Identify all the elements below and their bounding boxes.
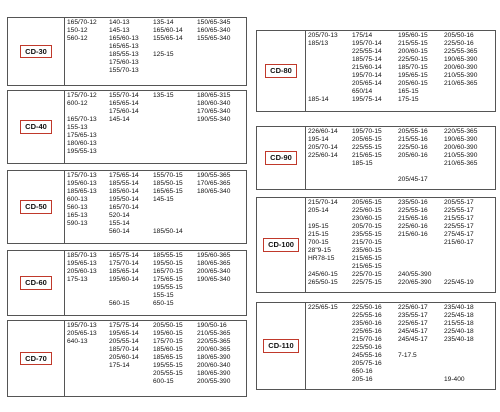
size-cell: 225/50-16 [444, 40, 474, 47]
size-cell: 190/65-390 [444, 56, 478, 63]
size-cell: 205/60-14 [109, 354, 139, 361]
size-cell: 165-13 [67, 212, 88, 219]
section-values [306, 31, 495, 111]
size-cell: 195/60-15 [398, 32, 428, 39]
size-cell: 225/60-15 [352, 207, 382, 214]
size-cell: 205/70-13 [308, 32, 338, 39]
size-cell: 225/55-14 [352, 48, 382, 55]
section-label: CD-110 [263, 339, 298, 353]
size-cell: 195/60-365 [197, 252, 231, 259]
section-values [306, 198, 495, 292]
size-cell: 215/55-18 [444, 320, 474, 327]
size-cell: 28"9-15 [308, 247, 331, 254]
size-cell: 145-13 [109, 27, 130, 34]
size-cell: 200/60-365 [197, 346, 231, 353]
size-cell: 19-400 [444, 376, 465, 383]
size-cell: 150/65-345 [197, 19, 231, 26]
size-cell: 170/65-365 [197, 180, 231, 187]
size-cell: 215/65-15 [352, 152, 382, 159]
size-cell: 225/70-15 [352, 271, 382, 278]
size-cell: 175-14 [109, 362, 130, 369]
section-label: CD-70 [20, 352, 52, 366]
size-cell: 175/75-14 [109, 322, 139, 329]
size-cell: 195/70-13 [67, 322, 97, 329]
size-cell: 225/60-16 [398, 223, 428, 230]
size-cell: 215/55-16 [398, 136, 428, 143]
size-cell: 205/75-16 [352, 360, 382, 367]
size-cell: 210/55-390 [444, 152, 478, 159]
size-cell: 225/45-19 [444, 279, 474, 286]
size-cell: 560-12 [67, 35, 88, 42]
size-cell: 520-14 [109, 212, 130, 219]
size-cell: 190/55-340 [197, 116, 231, 123]
size-cell: 185/70-14 [109, 346, 139, 353]
size-cell: 205/60-16 [398, 152, 428, 159]
size-cell: 160/65-340 [197, 27, 231, 34]
size-cell: 140-13 [109, 19, 130, 26]
size-cell: 640-13 [67, 338, 88, 345]
section-label: CD-90 [265, 151, 297, 165]
size-cell: 225/50-16 [398, 144, 428, 151]
size-cell: 195/55-15 [153, 362, 183, 369]
size-cell: 205/70-14 [308, 144, 338, 151]
size-cell: 225/50-15 [398, 56, 428, 63]
size-cell: 155/70-13 [109, 67, 139, 74]
size-cell: 185/50-15 [153, 180, 183, 187]
size-cell: 225/45-18 [444, 312, 474, 319]
size-cell: 165-15 [398, 88, 419, 95]
size-cell: 245/55-16 [352, 352, 382, 359]
section-cd-80 [256, 30, 496, 112]
size-cell: 185/60-14 [109, 188, 139, 195]
size-cell: 190/65-340 [197, 276, 231, 283]
section-label: CD-100 [263, 238, 299, 252]
size-cell: 215/60-14 [352, 64, 382, 71]
size-cell: 155-15 [153, 292, 174, 299]
section-label-box [257, 31, 306, 111]
size-cell: 210/65-365 [444, 160, 478, 167]
size-cell: 215/60-17 [444, 239, 474, 246]
size-cell: 215/60-16 [398, 231, 428, 238]
size-cell: 180/60-13 [67, 140, 97, 147]
size-cell: 155/70-15 [153, 172, 183, 179]
section-label-box [257, 127, 306, 189]
size-cell: 235/55-15 [352, 231, 382, 238]
size-cell: 195/50-14 [109, 196, 139, 203]
size-cell: 145-15 [153, 196, 174, 203]
size-cell: 155-13 [67, 124, 88, 131]
size-cell: 180/65-315 [197, 92, 231, 99]
size-cell: 7-17.5 [398, 352, 417, 359]
size-cell: 205-16 [352, 376, 373, 383]
size-cell: 215/70-15 [352, 239, 382, 246]
section-label-box [8, 321, 65, 396]
size-cell: HR78-15 [308, 255, 335, 262]
size-cell: 225/55-16 [352, 312, 382, 319]
size-cell: 155/65-14 [153, 35, 183, 42]
size-cell: 155-14 [109, 220, 130, 227]
size-cell: 226/60-14 [308, 128, 338, 135]
size-cell: 195/55-13 [67, 148, 97, 155]
size-cell: 200/60-390 [444, 64, 478, 71]
size-cell: 165/70-14 [109, 204, 139, 211]
size-cell: 235/50-16 [398, 199, 428, 206]
size-cell: 175/65-13 [67, 132, 97, 139]
size-cell: 195/70-15 [352, 128, 382, 135]
size-cell: 150-12 [67, 27, 88, 34]
size-cell: 190/50-16 [197, 322, 227, 329]
size-cell: 210/55-390 [444, 72, 478, 79]
size-cell: 225/40-18 [444, 328, 474, 335]
size-cell: 600-13 [67, 196, 88, 203]
size-cell: 225/60-17 [398, 304, 428, 311]
size-cell: 185/65-13 [67, 188, 97, 195]
section-values [65, 251, 246, 315]
size-cell: 205/45-17 [398, 176, 428, 183]
size-cell: 200/65-340 [197, 268, 231, 275]
size-cell: 205/70-15 [352, 223, 382, 230]
size-cell: 165/70-12 [67, 19, 97, 26]
section-cd-30 [7, 17, 247, 86]
section-cd-40 [7, 90, 247, 164]
size-cell: 225/65-17 [398, 320, 428, 327]
section-cd-90 [256, 126, 496, 190]
size-cell: 235/40-18 [444, 304, 474, 311]
size-cell: 195/75-14 [352, 96, 382, 103]
size-cell: 215-15 [308, 231, 329, 238]
size-cell: 195/55-15 [153, 284, 183, 291]
size-cell: 170/65-340 [197, 108, 231, 115]
size-cell: 195-14 [308, 136, 329, 143]
size-cell: 175/70-13 [67, 172, 97, 179]
size-cell: 600-15 [153, 378, 174, 385]
section-label: CD-60 [20, 276, 52, 290]
size-cell: 200/55-390 [197, 378, 231, 385]
size-cell: 205/60-13 [67, 268, 97, 275]
size-cell: 175-15 [398, 96, 419, 103]
size-cell: 600-12 [67, 100, 88, 107]
size-cell: 195-15 [308, 223, 329, 230]
size-cell: 205/50-15 [153, 322, 183, 329]
size-cell: 185/60-15 [153, 346, 183, 353]
size-cell: 215/70-14 [308, 199, 338, 206]
size-cell: 205/60-15 [398, 80, 428, 87]
size-cell: 185/70-13 [67, 252, 97, 259]
section-label-box [257, 303, 306, 389]
size-cell: 205/55-14 [109, 338, 139, 345]
size-cell: 125-15 [153, 51, 174, 58]
size-cell: 205/50-16 [444, 32, 474, 39]
size-cell: 185-15 [352, 160, 373, 167]
size-cell: 205/65-13 [67, 330, 97, 337]
size-cell: 195/60-15 [153, 330, 183, 337]
section-cd-70 [7, 320, 247, 397]
section-cd-100 [256, 197, 496, 293]
size-cell: 195/60-13 [67, 180, 97, 187]
size-cell: 205/55-16 [398, 128, 428, 135]
size-cell: 165/65-15 [153, 188, 183, 195]
section-values [306, 127, 495, 189]
size-cell: 220/55-365 [197, 338, 231, 345]
section-label: CD-80 [265, 64, 297, 78]
size-cell: 225/65-16 [352, 328, 382, 335]
size-cell: 165/70-13 [67, 116, 97, 123]
size-cell: 205/55-15 [153, 370, 183, 377]
size-cell: 195/60-14 [109, 276, 139, 283]
section-label-box [8, 18, 65, 85]
size-cell: 230/60-15 [352, 215, 382, 222]
section-label-box [8, 91, 65, 163]
section-label: CD-50 [20, 200, 52, 214]
size-cell: 225/55-15 [352, 144, 382, 151]
section-values [65, 321, 246, 396]
section-label-box [8, 171, 65, 243]
size-cell: 175/14 [352, 32, 373, 39]
size-cell: 175/70-12 [67, 92, 97, 99]
size-cell: 185-14 [308, 96, 329, 103]
size-cell: 235/60-16 [352, 320, 382, 327]
size-cell: 165/60-13 [109, 35, 139, 42]
size-cell: 175/65-14 [109, 172, 139, 179]
size-cell: 245/45-17 [398, 336, 428, 343]
section-label-box [8, 251, 65, 315]
size-cell: 215/65-15 [352, 263, 382, 270]
section-label: CD-30 [20, 45, 52, 59]
size-cell: 205-14 [308, 207, 329, 214]
size-cell: 165/65-13 [109, 43, 139, 50]
size-cell: 215/70-16 [352, 336, 382, 343]
section-cd-110 [256, 302, 496, 390]
size-cell: 180/65-390 [197, 370, 231, 377]
section-values [306, 303, 495, 389]
size-cell: 215/55-15 [398, 40, 428, 47]
size-cell: 185/70-15 [398, 64, 428, 71]
size-cell: 220/55-365 [444, 128, 478, 135]
size-cell: 155/65-340 [197, 35, 231, 42]
size-cell: 200/60-390 [444, 144, 478, 151]
size-cell: 215/65-16 [398, 215, 428, 222]
size-cell: 165/60-14 [153, 27, 183, 34]
size-cell: 175/65-15 [153, 276, 183, 283]
size-cell: 225/65-15 [308, 304, 338, 311]
size-cell: 245/60-15 [308, 271, 338, 278]
size-cell: 215/65-15 [352, 255, 382, 262]
size-cell: 185/65-15 [153, 354, 183, 361]
size-cell: 180/60-340 [197, 100, 231, 107]
size-cell: 225/50-16 [352, 304, 382, 311]
size-cell: 175/60-13 [109, 59, 139, 66]
section-values [65, 91, 246, 163]
size-cell: 195/70-14 [352, 40, 382, 47]
section-cd-60 [7, 250, 247, 316]
size-cell: 225/55-365 [444, 48, 478, 55]
size-cell: 215/55-17 [444, 215, 474, 222]
size-cell: 210/55-365 [197, 330, 231, 337]
size-cell: 145-14 [109, 116, 130, 123]
size-cell: 180/65-340 [197, 188, 231, 195]
size-cell: 205/65-14 [352, 80, 382, 87]
size-cell: 560-15 [109, 300, 130, 307]
size-cell: 180/65-365 [197, 260, 231, 267]
size-cell: 205/55-17 [444, 199, 474, 206]
size-cell: 190/55-365 [197, 172, 231, 179]
size-cell: 225/50-16 [352, 344, 382, 351]
size-cell: 560-14 [109, 228, 130, 235]
size-cell: 180/65-390 [197, 354, 231, 361]
size-cell: 175-13 [67, 276, 88, 283]
size-cell: 185/55-15 [153, 252, 183, 259]
size-cell: 235/60-15 [352, 247, 382, 254]
size-cell: 135-14 [153, 19, 174, 26]
size-cell: 210/65-365 [444, 80, 478, 87]
size-cell: 245/45-17 [398, 328, 428, 335]
size-cell: 265/50-15 [308, 279, 338, 286]
section-cd-50 [7, 170, 247, 244]
section-values [65, 18, 246, 85]
size-cell: 185/55-13 [109, 51, 139, 58]
size-cell: 650-15 [153, 300, 174, 307]
size-cell: 650-16 [352, 368, 373, 375]
size-cell: 225/55-17 [444, 207, 474, 214]
size-cell: 220/65-390 [398, 279, 432, 286]
size-cell: 195/50-15 [153, 260, 183, 267]
size-cell: 190/65-390 [444, 136, 478, 143]
size-cell: 205/65-15 [352, 136, 382, 143]
size-cell: 195/65-13 [67, 260, 97, 267]
size-cell: 165/75-14 [109, 252, 139, 259]
section-values [65, 171, 246, 243]
size-cell: 225/75-15 [352, 279, 382, 286]
section-label: CD-40 [20, 120, 52, 134]
size-cell: 185/50-14 [153, 228, 183, 235]
size-cell: 235/55-17 [398, 312, 428, 319]
size-cell: 165/65-14 [109, 100, 139, 107]
size-cell: 225/60-14 [308, 152, 338, 159]
size-cell: 240/55-390 [398, 271, 432, 278]
size-cell: 185/75-14 [352, 56, 382, 63]
size-cell: 135-15 [153, 92, 174, 99]
size-cell: 590-13 [67, 220, 88, 227]
size-cell: 235/40-18 [444, 336, 474, 343]
size-cell: 185/65-14 [109, 268, 139, 275]
size-cell: 205/65-15 [352, 199, 382, 206]
size-cell: 185/55-14 [109, 180, 139, 187]
size-cell: 165/70-15 [153, 268, 183, 275]
size-cell: 225/55-17 [444, 223, 474, 230]
size-cell: 155/70-14 [109, 92, 139, 99]
size-cell: 200/60-15 [398, 48, 428, 55]
size-cell: 275/45-17 [444, 231, 474, 238]
size-cell: 560-13 [67, 204, 88, 211]
size-cell: 185/13 [308, 40, 329, 47]
size-cell: 175/70-15 [153, 338, 183, 345]
size-cell: 195/70-14 [352, 72, 382, 79]
size-cell: 175/70-14 [109, 260, 139, 267]
size-cell: 225/55-16 [398, 207, 428, 214]
size-cell: 195/65-14 [109, 330, 139, 337]
section-label-box [257, 198, 306, 292]
size-cell: 175/60-14 [109, 108, 139, 115]
size-cell: 195/65-15 [398, 72, 428, 79]
size-cell: 200/60-340 [197, 362, 231, 369]
size-cell: 650/14 [352, 88, 373, 95]
size-cell: 700-15 [308, 239, 329, 246]
